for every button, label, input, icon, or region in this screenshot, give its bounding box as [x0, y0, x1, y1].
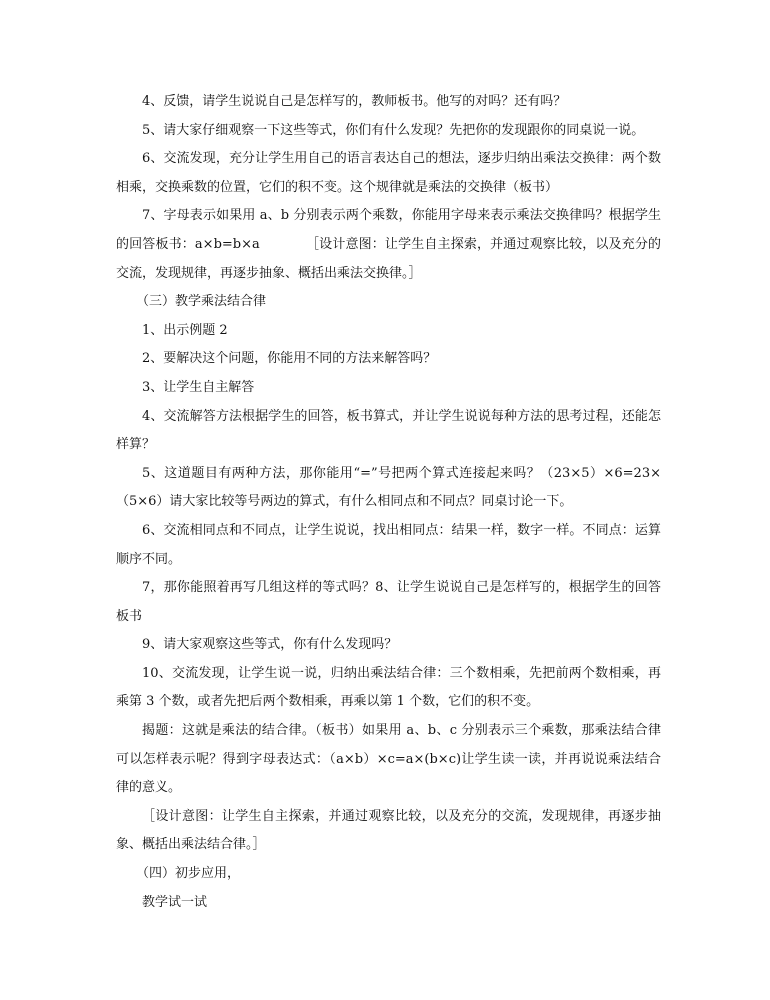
- section-heading-application: （四）初步应用，: [136, 866, 241, 882]
- paragraph-try-it: 教学试一试: [142, 894, 208, 910]
- paragraph-step-6-exchange-law: 6、交流发现，充分让学生用自己的语言表达自己的想法，逐步归纳出乘法交换律：两个数相乘，交换乘数的位置，它们的积不变。这个规律就是乘法的交换律（板书）: [116, 151, 661, 195]
- paragraph-reveal-topic: 揭题：这就是乘法的结合律。（板书）如果用 a、b、c 分别表示三个乘数，那乘法结合律可以怎样表示呢？得到字母表达式：（a×b）×c=a×(b×c)让学生读一读，并再说说乘法结合律的意义。: [116, 723, 661, 796]
- paragraph-step-4-feedback: 4、反馈，请学生说说自己是怎样写的，教师板书。他写的对吗？还有吗？: [142, 94, 567, 109]
- paragraph-step-4-discuss: 4、交流解答方法根据学生的回答，板书算式，并让学生说说每种方法的思考过程，还能怎样算？: [116, 408, 661, 453]
- paragraph-step-9-find: 9、请大家观察这些等式，你有什么发现吗？: [142, 637, 398, 653]
- section-heading-associative-law: （三）教学乘法结合律: [136, 294, 267, 310]
- paragraph-step-1-example: 1、出示例题 2: [142, 322, 228, 338]
- paragraph-step-6-compare: 6、交流相同点和不同点，让学生说说，找出相同点：结果一样，数字一样。不同点：运算顺序不同。: [116, 522, 661, 567]
- paragraph-step-5-observe: 5、请大家仔细观察一下这些等式，你们有什么发现？先把你的发现跟你的同桌说一说。: [142, 122, 645, 138]
- paragraph-step-5-equation: 5、这道题目有两种方法，那你能用“=”号把两个算式连接起来吗？（23×5）×6=23×（5×6）请大家比较等号两边的算式，有什么相同点和不同点？同桌讨论一下。: [116, 465, 661, 510]
- paragraph-step-3-solve: 3、让学生自主解答: [142, 379, 255, 395]
- document-body: [116, 88, 661, 917]
- paragraph-step-7-letter-form: 7、字母表示如果用 a、b 分别表示两个乘数，你能用字母来表示乘法交换律吗？根据学生的回答板书：a×b=b×a ［设计意图：让学生自主探索，并通过观察比较，以及充分的交流，发现规律，再逐步抽象、概括出乘法交换律。］: [116, 208, 661, 281]
- paragraph-step-2-methods: 2、要解决这个问题，你能用不同的方法来解答吗？: [142, 351, 437, 367]
- paragraph-step-10-associative: 10、交流发现，让学生说一说，归纳出乘法结合律：三个数相乘，先把前两个数相乘，再乘第 3 个数，或者先把后两个数相乘，再乘以第 1 个数，它们的积不变。: [116, 665, 661, 710]
- paragraph-design-intent: ［设计意图：让学生自主探索，并通过观察比较，以及充分的交流，发现规律，再逐步抽象、概括出乘法结合律。］: [116, 808, 661, 853]
- paragraph-step-7-8-write: 7，那你能照着再写几组这样的等式吗？8、让学生说说自己是怎样写的，根据学生的回答板书: [116, 580, 661, 624]
